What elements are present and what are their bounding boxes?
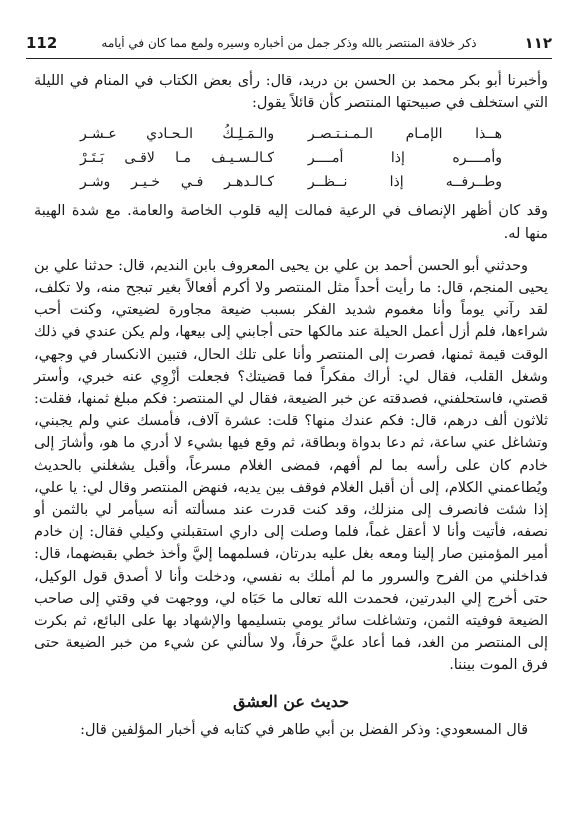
section-heading: حديث عن العشق — [233, 691, 349, 711]
verse-line — [80, 146, 502, 170]
verse-second-hemistich: كـالـدهـر فـي خـيـر وشـر — [80, 174, 275, 191]
running-header — [26, 32, 552, 54]
verse-second-hemistich: والـمَـلِـكُ الـحـادي عـشـر — [80, 126, 275, 143]
verse-line — [80, 122, 502, 146]
header-divider — [26, 58, 552, 59]
verse-first-hemistich: وطــرفــه إذا نــظــر — [307, 174, 502, 191]
verse-line — [80, 170, 502, 194]
poem-verses — [34, 122, 548, 194]
paragraph-fairness: وقد كان أظهر الإنصاف في الرعية فمالت إليه قلوب الخاصة والعامة. مع شدة الهيبة منها له. — [34, 203, 548, 242]
page-body — [34, 70, 548, 741]
page-number-arabic: ١١٢ — [524, 34, 552, 52]
running-title: ذكر خلافة المنتصر بالله وذكر جمل من أخباره وسيره ولمع مما كان في أيامه — [101, 36, 477, 50]
verse-second-hemistich: كـالـسـيـف مـا لاقـى بَـتَـرْ — [80, 150, 275, 167]
verse-first-hemistich: وأمــــره إذا أمــــر — [307, 150, 502, 167]
verse-first-hemistich: هــذا الإمـام الـمـنـتـصـر — [307, 126, 502, 143]
page-number-latin: 112 — [26, 34, 58, 52]
paragraph-anecdote: وحدثني أبو الحسن أحمد بن علي بن يحيى المعروف بابن النديم، قال: حدثنا علي بن يحيى المنجم، قال: ما رأيت أحداً مثل المنتصر ولا أكرم أفعالاً بغير تبجح منه، ولا تكلف، لقد رآني يوماً وأنا مغموم شديد الفكر بسبب ضيعة مجاورة لضيعتي، وكنت أحب شراءها، فلم أزل أعمل الحيلة عند مالكها حتى أجابني إلى بيعها، ولم يكن عندي في ذلك الوقت قيمة ثمنها، فصرت إلى المنتصر وأنا على تلك الحال، فتبين الانكسار في وجهي، وشغل القلب، فقال لي: أراك مفكراً فما قضيتك؟ فجعلت أزْوِي عنه خبري، وأستر قصتي، فاستحلفني، فصدقته عن خبر الضيعة، فقال لي المنتصر: فكم مبلغ ثمنها، فقلت: ثلاثون ألف درهم، قال: فكم عندك منها؟ قلت: عشرة آلاف، فأمسك عني ولم يجبني، وتشاغل عني ساعة، ثم دعا بدواة وبطاقة، ثم وقع فيها بشيء لا أدري ما هو، وأشارَ إلى خادم كان على رأسه بما لم أفهم، فمضى الغلام مسرعاً، وأقبل يشغلني بالحديث ويُطاعمني الكلام، إلى أن أقبل الغلام فوقف بين يديه، فنهض المنتصر وقال لي: يا علي، إذا شئت فانصرف إلى منزلك، وقد كنت قدرت عند مسألته أنه سيأمر لي بالثمن أو نصفه، فأتيت وأنا لا أعقل غماً، فلما وصلت إلى داري استقبلني وكيلي فقال: إن خادم أمير المؤمنين صار إلينا ومعه بغل عليه بدرتان، فسلمهما إليَّ وأخذ خطي بقبضهما، قال: فداخلني من الفرح والسرور ما لم أملك به نفسي، ودخلت وأنا لا أصدق قول الوكيل، حتى أخرج إلي البدرتين، فحمدت الله تعالى ما حَبَاه لي، ووجهت في وقتي إلى صاحب الضيعة فوفيته الثمن، وتشاغلت سائر يومي بتسليمها والإشهاد بها على البائع، ثم بكرت إلى المنتصر من الغد، فما أعاد عليَّ حرفاً، ولا سألني عن شيء من خبر الضيعة حتى فرق الموت بيننا. — [34, 257, 548, 674]
paragraph-intro: وأخبرنا أبو بكر محمد بن الحسن بن دريد، قال: رأى بعض الكتاب في المنام في الليلة التي استخلف في صبيحتها المنتصر كأن قائلاً يقول: — [34, 73, 548, 112]
paragraph-closing: قال المسعودي: وذكر الفضل بن أبي طاهر في كتابه في أخبار المؤلفين قال: — [80, 721, 528, 738]
